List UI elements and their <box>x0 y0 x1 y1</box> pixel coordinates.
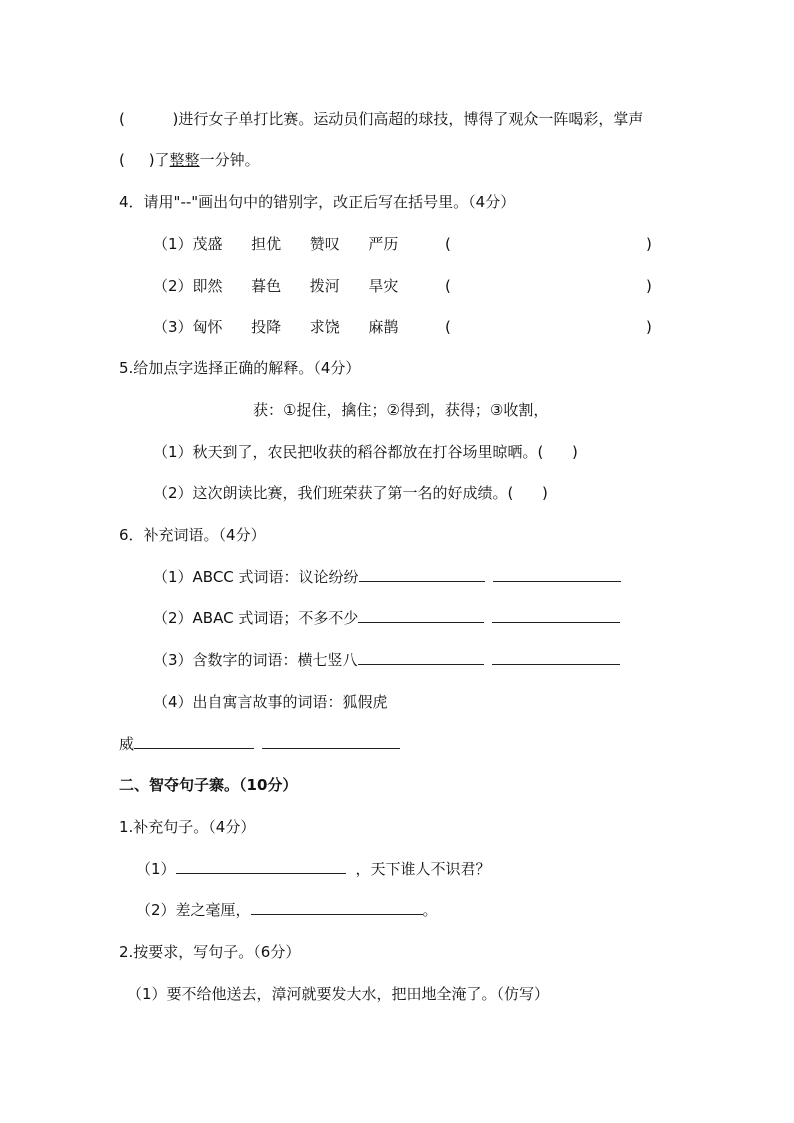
sentence-tail: ，天下谁人不识君？ <box>355 860 491 878</box>
answer-blank[interactable] <box>358 608 484 623</box>
q4-item-2: （2）即然 暮色 拨河 旱灾 <box>153 277 399 295</box>
sentence-end: 。 <box>422 901 438 919</box>
item-number: （1） <box>136 860 176 878</box>
question-5-title: 5.给加点字选择正确的解释。（4分） <box>119 359 361 377</box>
answer-blank[interactable] <box>176 859 346 874</box>
answer-paren-close: ) <box>646 235 652 253</box>
q4-item-1: （1）茂盛 担优 赞叹 严历 <box>153 235 399 253</box>
s2-q1-item-2 <box>136 900 438 920</box>
s2-question-2-title: 2.按要求，写句子。（6分） <box>119 943 301 961</box>
q6-item-label: （3）含数字的词语：横七竖八 <box>153 651 358 669</box>
q6-item-label: （2）ABAC 式词语；不多不少 <box>153 609 359 627</box>
answer-blank[interactable] <box>492 650 620 665</box>
answer-blank[interactable] <box>134 734 254 749</box>
line-text: 一分钟。 <box>199 151 260 169</box>
q5-item-2: （2）这次朗读比赛，我们班荣获了第一名的好成绩。( ) <box>153 484 548 502</box>
line-continuation-2 <box>119 150 260 170</box>
answer-blank[interactable] <box>358 650 484 665</box>
question-6-title: 6．补充词语。（4分） <box>119 526 266 544</box>
line-text: ( )了 <box>119 151 170 169</box>
answer-paren-open: ( <box>445 277 451 295</box>
sentence-head: （2）差之毫厘， <box>136 901 251 919</box>
q6-item-label: （1）ABCC 式词语：议论纷纷 <box>153 568 359 586</box>
q6-item-3 <box>153 650 620 670</box>
answer-paren-open: ( <box>445 235 451 253</box>
answer-blank[interactable] <box>493 567 621 582</box>
s2-q1-item-1 <box>136 859 491 879</box>
q6-item-1 <box>153 567 621 587</box>
answer-blank[interactable] <box>251 900 423 915</box>
q6-item-4: （4）出自寓言故事的词语：狐假虎 <box>153 693 388 711</box>
q6-item-4-cont <box>119 734 400 754</box>
q6-item-2 <box>153 608 620 628</box>
q5-definition: 获：①捉住，擒住；②得到，获得；③收割， <box>253 401 549 419</box>
question-4-title: 4．请用"--"画出句中的错别字，改正后写在括号里。（4分） <box>119 193 516 211</box>
s2-q2-item-1: （1）要不给他送去，漳河就要发大水，把田地全淹了。（仿写） <box>127 985 550 1003</box>
answer-paren-close: ) <box>646 318 652 336</box>
answer-paren-open: ( <box>445 318 451 336</box>
answer-paren-close: ) <box>646 277 652 295</box>
answer-blank[interactable] <box>262 734 400 749</box>
q6-item-4-tail: 威 <box>119 735 135 753</box>
underlined-word: 整整 <box>169 151 200 169</box>
section-2-heading: 二、智夺句子寨。（10分） <box>119 776 298 794</box>
line-continuation: ( )进行女子单打比赛。运动员们高超的球技，博得了观众一阵喝彩，掌声 <box>119 110 644 128</box>
q4-item-3: （3）匈怀 投降 求饶 麻鹊 <box>153 318 399 336</box>
answer-blank[interactable] <box>359 567 485 582</box>
q5-item-1: （1）秋天到了，农民把收获的稻谷都放在打谷场里晾晒。( ) <box>153 443 578 461</box>
answer-blank[interactable] <box>492 608 620 623</box>
s2-question-1-title: 1.补充句子。（4分） <box>119 818 256 836</box>
